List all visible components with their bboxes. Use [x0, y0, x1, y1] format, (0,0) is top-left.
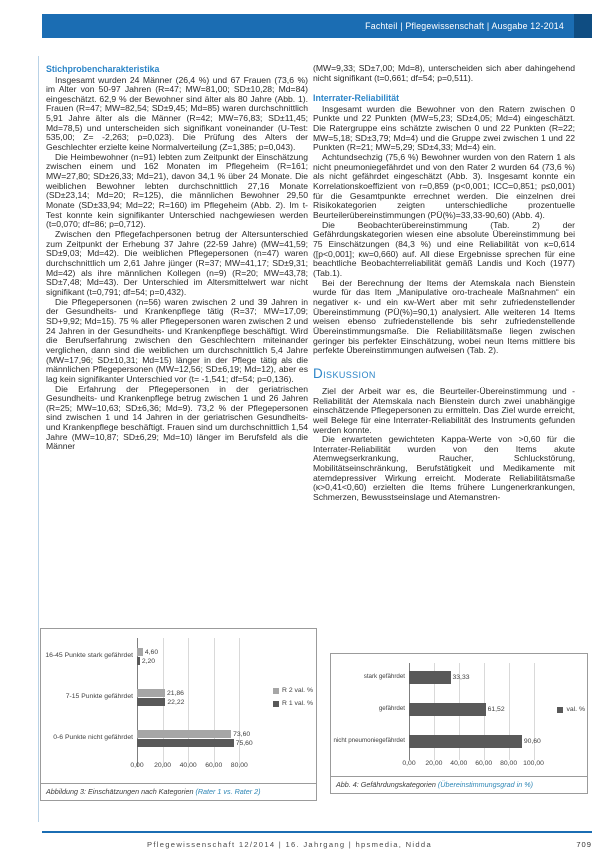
bar-line	[409, 671, 541, 684]
paragraph: Die Pflegepersonen (n=56) waren zwischen 2 und 39 Jahren in der Gesundheits- und Krankenpflege tätig (R=37; MW=17,09; SD+9,92; Md=15). 75 % aller Pflegepersonen waren zwischen 2 und 24 Jahren in der Gesundheits- und Krankenpflege beschäftigt. Wird die Berufserfahrung zwischen den Geschlechtern miteinander verglichen, dann sind die weiblichen um durchschnittlich 5,4 Jahre (MW=17,96; SD±10,31; Md=15) länger in der Pflege tätig als die männlichen Pflegepersonen (MW=12,56; SD±6,19; Md=12), aber es lag kein signifikanter Unterschied vor (t= -1,541; df=54; p=0,136).	[46, 296, 308, 384]
x-tick-label: 20,00	[425, 760, 443, 767]
bar	[409, 735, 522, 748]
section-heading-interrater: Interrater-Reliabilität	[313, 93, 400, 104]
paragraph: Die Beobachterübereinstimmung (Tab. 2) der Gefährdungskategorien wiesen eine absolute Übereinstimmung bei 75 Einschätzungen (84,3 %) und eine Reliabilität von κ=0,614 ([p<0,001]; κw=0,660) auf. All diese Ergebnisse sprechen für eine beachtliche Beobachterreliabilität gemäß Landis und Koch (1977) (Tab.1).	[313, 219, 575, 278]
value-label: 90,60	[523, 737, 541, 745]
paragraph: Die Erfahrung der Pflegepersonen in der geriatrischen Gesundheits- und Krankenpflege betrug zwischen 1 und 26 Jahren (R=25; MW=10,63; SD±6,36; Md=9). 73,2 % der Pflegepersonen sind zwischen 1 und 14 Jahren in der geriatrischen Gesundheits- und Krankenpflege beschäftigt. Frauen sind um durchschnittlich 1,54 Jahre (MW=10,87; SD±6,29; Md=10) länger im Berufsfeld als die Männer	[46, 383, 308, 452]
x-axis-ticks	[130, 759, 248, 773]
legend-swatch-icon	[273, 688, 279, 694]
bar	[409, 703, 486, 716]
left-column	[46, 64, 308, 626]
value-label: 4,60	[144, 648, 159, 656]
footer-journal-line: Pflegewissenschaft 12/2014 | 16. Jahrgang | hpsmedia, Nidda	[147, 840, 432, 849]
legend-swatch-icon	[557, 707, 563, 713]
bar-line	[137, 698, 247, 706]
legend-entry	[273, 687, 313, 694]
x-axis-ticks	[402, 757, 544, 771]
bar	[137, 689, 165, 697]
category-label: 7-15 Punkte gefährdet	[65, 693, 133, 701]
left-margin-rule	[38, 56, 39, 822]
bar-line	[137, 739, 253, 747]
legend-label: val. %	[566, 706, 585, 713]
footer-page-number: 709	[576, 840, 592, 849]
legend-entry	[557, 706, 585, 713]
figure-3-bar-chart	[41, 629, 316, 783]
header-bar-end-decoration	[574, 14, 592, 38]
bar-line	[137, 730, 251, 738]
value-label: 2,20	[141, 657, 156, 665]
paragraph: Insgesamt wurden die Bewohner von den Ratern zwischen 0 Punkte und 22 Punkten (MW=5,23; SD±4,05; Md=4) eingeschätzt. Die Ratergruppe eins schätzte zwischen 0 und 22 Punkten (R=22; MW=5,18; SD±3,79; Md=4) und die Gruppe zwei zwischen 1 und 22 Punkten (R=21; MW=5,29; SD±4,33; Md=4) ein.	[313, 103, 575, 153]
figure-4-caption	[331, 776, 587, 789]
x-tick-label: 0,00	[402, 760, 416, 767]
category-label: 16-45 Punkte stark gefährdet	[45, 652, 133, 660]
figure-3-caption	[41, 783, 316, 796]
bar	[137, 730, 231, 738]
x-tick-label: 40,00	[450, 760, 468, 767]
value-label: 33,33	[452, 673, 470, 681]
value-label: 22,22	[167, 698, 185, 706]
section-heading-stichproben: Stichprobencharakteristika	[46, 64, 160, 74]
x-tick-label: 80,00	[500, 760, 518, 767]
paragraph: Bei der Berechnung der Items der Atemskala nach Bienstein wurde für das Item „Manipulative oro-tracheale Maßnahmen“ ein negativer κ- und ein κw-Wert aber mit sehr zufriedenstellender Übereinstimmung (PÜ(%)=90,1) analysiert. Alle weiteren 14 Items weisen ebenso zufriedenstellende bis sehr zufriedenstellende Übereinstimmungsmaße. Die Reliabilitätsmaße liegen zwischen geringer bis perfekter Einschätzung, wobei neun Items mittlere bis perfekte Übereinstimmungen aufweisen (Tab. 2).	[313, 277, 575, 356]
legend-entry	[273, 700, 313, 707]
value-label: 21,86	[166, 689, 184, 697]
section-heading-diskussion: Diskussion	[313, 365, 376, 381]
bar-line	[137, 689, 247, 697]
paragraph: Ziel der Arbeit war es, die Beurteiler-Übereinstimmung und -Reliabilität der Atemskala nach Bienstein durch zwei unabhängige einschätzende Pflegepersonen zu ermitteln. Das Ziel wurde erreicht, weil Belege für eine Interrater-Reliabilität des Instruments gefunden werden konnte.	[313, 385, 575, 435]
chart-row	[331, 725, 587, 757]
bar-group	[137, 689, 247, 706]
right-column	[313, 64, 575, 648]
footer-rule	[42, 831, 592, 833]
bar	[137, 657, 140, 665]
category-label: nicht pneumoniegefährdet	[333, 737, 405, 745]
bar-line	[137, 648, 247, 656]
figure-3-caption-paren: (Rater 1 vs. Rater 2)	[195, 787, 261, 796]
x-tick-label: 60,00	[205, 762, 223, 769]
header-title: Fachteil | Pflegewissenschaft | Ausgabe 12-2014	[365, 21, 564, 31]
bar	[409, 671, 451, 684]
bar-group	[409, 671, 541, 684]
bar-group	[409, 703, 541, 716]
x-tick-label: 0,00	[130, 762, 144, 769]
paragraph: Die erwarteten gewichteten Kappa-Werte von >0,60 für die Interrater-Reliabilität wurden von den Items akute Atemwegserkrankung, Raucher, Schluckstörung, Mobilitätseinschränkung, Berufstätigkeit und Medikamente mit atemdepressiver Wirkung erreicht. Moderate Reliabilitätsmaße (κ>0,41<0,60) erzielten die Items frühere Lungenerkrankungen, Schmerzen, Bewusstseinslage und Atemanstren-	[313, 434, 575, 503]
page-header-bar	[42, 14, 574, 38]
bar-group	[137, 730, 253, 747]
bar	[137, 648, 143, 656]
legend-label: R 1 val. %	[282, 700, 313, 707]
x-tick-label: 60,00	[475, 760, 493, 767]
bar-group	[137, 648, 247, 665]
chart-rows	[331, 661, 587, 757]
x-tick-label: 100,00	[523, 760, 544, 767]
chart-row	[331, 693, 587, 725]
figure-4-caption-text: Abb. 4: Gefährdungskategorien	[336, 780, 438, 789]
paragraph-continuation: (MW=9,33; SD±7,00; Md=8), unterscheiden sich aber dahingehend nicht signifikant (t=0,661; df=54; p=0,511).	[313, 64, 575, 83]
category-label: 0-6 Punkte nicht gefährdet	[53, 734, 133, 742]
x-tick-label: 20,00	[154, 762, 172, 769]
chart-row	[41, 718, 316, 759]
chart-row	[41, 636, 316, 677]
bar-line	[409, 703, 541, 716]
figure-3-caption-text: Abbildung 3: Einschätzungen nach Kategorien	[46, 787, 196, 796]
x-tick-label: 40,00	[179, 762, 197, 769]
value-label: 75,60	[235, 739, 253, 747]
category-label: gefährdet	[378, 705, 405, 713]
value-label: 61,52	[487, 705, 505, 713]
paragraph: Insgesamt wurden 24 Männer (26,4 %) und 67 Frauen (73,6 %) im Alter von 50-97 Jahren (R=47; MW=81,00; SD±10,28; Md=84) eingeschätzt. 62,9 % der Bewohner sind älter als 80 Jahre (Abb. 1). Frauen (R=47; MW=82,54; SD±9,45; Md=85) waren durchschnittlich 5,91 Jahre älter als die Männer (R=42; MW=76,83; SD±11,45; Md=78,5) und unterscheiden sich signifikant voneinander (U-Test: 535,00; Z= -2,263; p=0,023). Die Prüfung des Alters der Geschlechter erzielte keine Normalverteilung (Z=1,385; p=0,043).	[46, 74, 308, 153]
figure-3	[40, 628, 317, 801]
category-label: stark gefährdet	[363, 673, 405, 681]
x-tick-label: 80,00	[230, 762, 248, 769]
figure-4	[330, 653, 588, 794]
paragraph: Die Heimbewohner (n=91) lebten zum Zeitpunkt der Einschätzung zwischen einem und 162 Monaten im Pflegeheim (R=161; MW=27,80; SD±26,33; Md=21), davon 34,1 % über 24 Monate. Die weiblichen Bewohner lebten durchschnittlich 27,16 Monate (SD±23,14; Md=20; R=125), die männlichen Bewohner 29,50 Monate (SD±33,94; Md=22; R=160) im Pflegeheim (Abb. 2). Im t-Test konnte kein signifikanter Unterschied nachgewiesen werden (t=0,070; df=86; p=0,712).	[46, 151, 308, 230]
bar	[137, 698, 165, 706]
figure-4-caption-paren: (Übereinstimmungsgrad in %)	[437, 780, 533, 789]
chart-legend	[273, 687, 313, 707]
legend-label: R 2 val. %	[282, 687, 313, 694]
figure-4-bar-chart	[331, 654, 587, 776]
paragraph: Achtundsechzig (75,6 %) Bewohner wurden von den Ratern 1 als nicht pneumoniegefährdet und von den Rater 2 wurden 64 (73,6 %) als nicht gefährdet eingeschätzt (Abb. 3). Insgesamt konnte ein Korrelationskoeffizient von r=0,859 (p<0,001; ICC=0,851; p≤0,001) für die Gesamtpunkte errechnet werden. Die einzelnen drei Risikokategorien zeigten unterschiedliche prozentuelle Beurteilerübereinstimmungen (PÜ(%)=33,33-90,60) (Abb. 4).	[313, 152, 575, 221]
bar	[137, 739, 234, 747]
legend-swatch-icon	[273, 701, 279, 707]
paragraph: Zwischen den Pflegefachpersonen betrug der Altersunterschied zum Zeitpunkt der Erhebung 37 Jahre (22-59 Jahre) (MW=41,59; SD±9,03; Md=42). Die weiblichen Pflegepersonen (n=47) waren durchschnittlich um 2,61 Jahre jünger (R=37; MW=41,17; SD±9,31; Md=42) als ihre männlichen Kollegen (n=9) (R=20; MW=43,78; SD±7,48; Md=43). Der Unterschied im Altersmittelwert war nicht signifikant (t=0,791; df=54; p=0,432).	[46, 229, 308, 297]
bar-line	[137, 657, 247, 665]
bar-group	[409, 735, 541, 748]
page-footer	[42, 840, 592, 849]
value-label: 73,60	[233, 730, 251, 738]
bar-line	[409, 735, 541, 748]
chart-legend	[557, 706, 585, 713]
chart-row	[331, 661, 587, 693]
